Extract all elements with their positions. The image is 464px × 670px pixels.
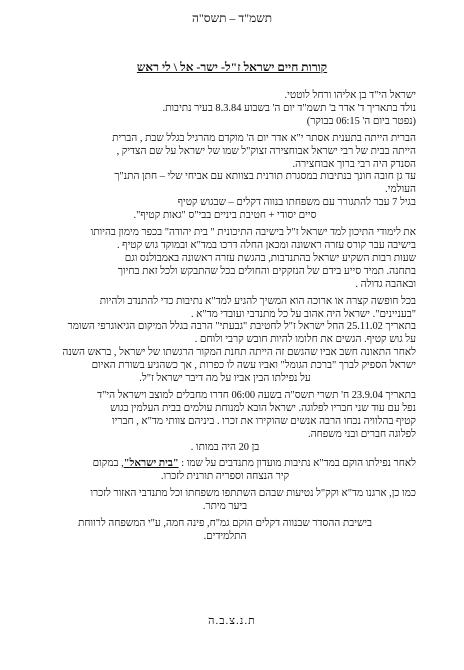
club-intro: לאחר נפילתו הוקם במד"א נתיבות מועדון מתנדבים על שמו : bbox=[178, 458, 416, 470]
document-body bbox=[34, 90, 416, 544]
body-line: קטיף בהלוויה נכחו הרבה אנשים שהוקירו את זכרו . ביניהם צוותי מד"א , חבריו bbox=[111, 415, 416, 427]
body-line: ישראל הספיק לברך "ברכת הגומל" ואביו עשה לו כפרות , אך כשהגיע בשורת האיום bbox=[91, 360, 416, 372]
club-line bbox=[34, 458, 416, 471]
body-line: הברית הייתה בתענית אסתר י"א אדר יום ה' מוקדם מהרגיל בגלל שבת , הברית bbox=[112, 132, 416, 144]
body-line: קיר הנצחה וספריה תורנית לזכרו. bbox=[160, 471, 290, 483]
body-line: לפלוגה חברים ובני משפחה. bbox=[308, 428, 416, 440]
body-line: בכל חופשה קצרה או ארוכה הוא המשיך להגיע למד"א נתיבות כדי להתנדב ולהיות bbox=[99, 295, 416, 307]
body-line: לאחר התאונה חשב אביו שהגשם זה הייתה תחנת המקור הרגשתו של ישראל , בראש השנה bbox=[62, 347, 416, 359]
body-line: על נפילתו הבין אביו על מה דיבר ישראל ז"ל. bbox=[139, 373, 311, 385]
body-line: (נפטר ביום ה' 06:15 בבוקר) bbox=[306, 115, 416, 127]
body-line: נפל עם עוד שני חבריו לפלוגה. ישראל הובא למנוחת עולמים בבית העלמין בגוש bbox=[110, 402, 416, 414]
body-line: הסנדק היה רבי ברוך אבוחצירה. bbox=[292, 158, 416, 170]
body-line: ישראל הי"ד בן אליהו ורחל לוטטי. bbox=[284, 90, 416, 101]
body-line: "בעניינים". ישראל היה אהוב על כל מתנדבי ועובדי מד"א . bbox=[190, 308, 416, 320]
body-line: ובאהבה גדולה . bbox=[355, 278, 416, 290]
body-line: נולד בתאריך ד' אדר ב' תשמ"ד יום ה' בשבוע 8.3.84 בעיר נתיבות. bbox=[162, 102, 416, 114]
footer-signature: ת.נ.צ.ב.ה bbox=[208, 615, 256, 627]
club-suffix: , במקום bbox=[92, 458, 124, 470]
header-date: תשמ"ד – תשס"ה bbox=[191, 11, 273, 25]
body-line: בתאריך 25.11.02 החל ישראל ז"ל לחטיבת "גבעתי" הרבה בגלל המיקום הגיאוגרפי השומר bbox=[67, 321, 416, 333]
body-line: בן 20 היה במותו . bbox=[190, 441, 260, 453]
body-line: התלמידים. bbox=[203, 531, 247, 542]
body-line: הייתה בבית של רבי ישראל אבוחצירה זצוק"ל שמו של ישראל על שם הצדיק , bbox=[116, 145, 416, 157]
body-line: עד גן חובה חונך בנתיבות במסגרת תורנית בצוותא עם אביחי שלי – חתן התנ"ך bbox=[114, 171, 416, 183]
club-name: "בית ישראל" bbox=[123, 458, 179, 470]
body-line: שעות רבות השקיע ישראל בהתנדבות, בהגשת עזרה ראשונה באמבולנס וגם bbox=[124, 252, 416, 264]
body-line: סיים יסודי + חטיבת ביניים בבי"ס "גאות קטיף". bbox=[133, 210, 317, 222]
body-line: על גוש קטיף. הגשים את חלומו להיות חובש קרבי ולוחם . bbox=[194, 334, 416, 346]
body-line: ביער מיתר. bbox=[202, 501, 248, 513]
body-line: בישיבה עבר קורס עזרה ראשונה ומכאן החלה דרכו במד"א ובמוקד גוש קטיף . bbox=[116, 239, 416, 251]
document-title: קורות חיים ישראל ז"ל- ישר- אל \ לי ראש bbox=[136, 60, 328, 74]
body-line: בתאריך 23.9.04 ח' תשרי תשס"ה בשעה 06:00 חדרו מחבלים למוצב וישראל הי"ד bbox=[97, 389, 416, 401]
body-line: בתחנה. תמיד סייע בידם של הנזקקים והחולים בכל שהתבקש ולכל זאת בחיוך bbox=[117, 265, 416, 277]
body-line: כמו כן, ארגנו מד"א וקק"ל נטיעות שבהם השתתפו משפחתו וכל מתנדבי האזור לזכרו bbox=[90, 488, 416, 500]
body-line: בישיבת ההסדר שבנווה דקלים הוקם גמ"ח, פינה חמה, ע"י המשפחה לרווחת bbox=[77, 518, 373, 530]
body-line: את לימודי התיכון למד ישראל ז"ל בישיבה התיכונית " בית יהודה" בכפר מימון בהיותו bbox=[90, 227, 416, 239]
body-line: בגיל 7 עבר להתגורר עם משפחתו בנווה דקלים – שבגוש קטיף bbox=[177, 197, 416, 209]
body-line: העולמי. bbox=[385, 184, 416, 196]
